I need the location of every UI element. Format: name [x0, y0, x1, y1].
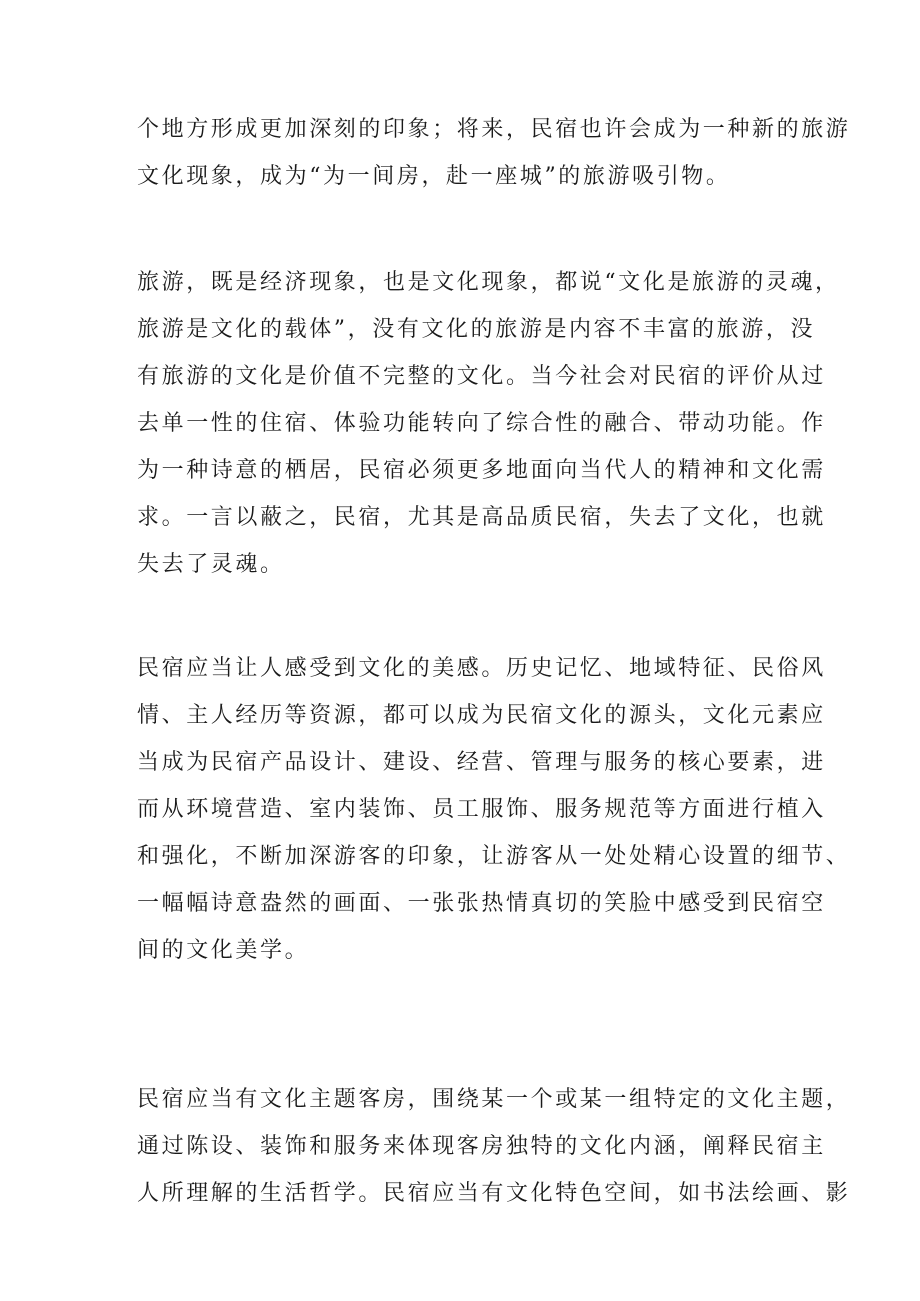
text-line: 和强化，不断加深游客的印象，让游客从一处处精心设置的细节、	[137, 844, 851, 869]
text-line: 间的文化美学。	[137, 938, 310, 963]
text-line: 情、主人经历等资源，都可以成为民宿文化的源头，文化元素应	[137, 703, 826, 728]
text-line: 失去了灵魂。	[137, 552, 285, 577]
text-line: 去单一性的住宿、体验功能转向了综合性的融合、带动功能。作	[137, 411, 826, 436]
text-line: 旅游，既是经济现象，也是文化现象，都说“文化是旅游的灵魂，	[137, 270, 840, 295]
text-line: 通过陈设、装饰和服务来体现客房独特的文化内涵，阐释民宿主	[137, 1134, 826, 1159]
text-line: 人所理解的生活哲学。民宿应当有文化特色空间，如书法绘画、影	[137, 1181, 851, 1206]
text-line: 民宿应当让人感受到文化的美感。历史记忆、地域特征、民俗风	[137, 656, 826, 681]
text-line: 而从环境营造、室内装饰、员工服饰、服务规范等方面进行植入	[137, 797, 826, 822]
text-line: 求。一言以蔽之，民宿，尤其是高品质民宿，失去了文化，也就	[137, 505, 826, 530]
paragraph-1	[137, 106, 851, 200]
paragraph-3	[137, 645, 851, 974]
text-line: 有旅游的文化是价值不完整的文化。当今社会对民宿的评价从过	[137, 364, 826, 389]
paragraph-2	[137, 259, 840, 588]
text-line: 为一种诗意的栖居，民宿必须更多地面向当代人的精神和文化需	[137, 458, 826, 483]
text-line: 当成为民宿产品设计、建设、经营、管理与服务的核心要素，进	[137, 750, 826, 775]
text-line: 个地方形成更加深刻的印象；将来，民宿也许会成为一种新的旅游	[137, 117, 851, 142]
text-line: 文化现象，成为“为一间房，赴一座城”的旅游吸引物。	[137, 164, 731, 189]
paragraph-4	[137, 1076, 851, 1217]
text-line: 一幅幅诗意盎然的画面、一张张热情真切的笑脸中感受到民宿空	[137, 891, 826, 916]
text-line: 民宿应当有文化主题客房，围绕某一个或某一组特定的文化主题，	[137, 1087, 851, 1112]
text-line: 旅游是文化的载体”，没有文化的旅游是内容不丰富的旅游，没	[137, 317, 816, 342]
